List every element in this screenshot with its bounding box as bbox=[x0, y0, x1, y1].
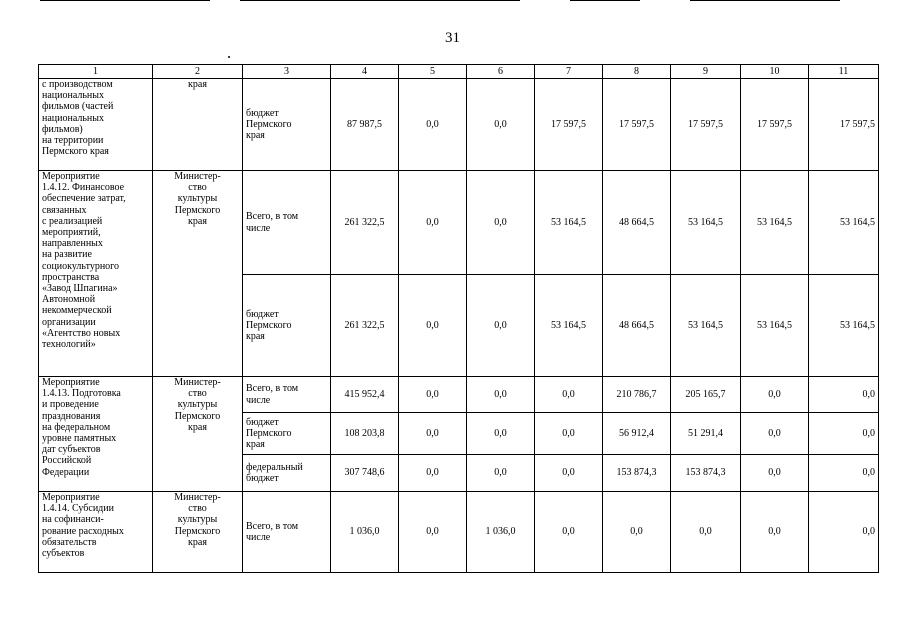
amount-cell: 108 203,8 bbox=[331, 413, 399, 455]
executor-cell: Министер- ство культуры Пермского края bbox=[153, 171, 243, 377]
table-row bbox=[39, 171, 879, 275]
amount-cell: 0,0 bbox=[741, 413, 809, 455]
executor-cell: Министер- ство культуры Пермского края bbox=[153, 492, 243, 573]
amount-cell: 0,0 bbox=[399, 377, 467, 413]
amount-cell: 53 164,5 bbox=[741, 275, 809, 377]
budget-table bbox=[38, 64, 879, 573]
executor-cell: края bbox=[153, 79, 243, 171]
budget-table-container bbox=[38, 64, 878, 573]
column-number: 11 bbox=[809, 65, 879, 79]
amount-cell: 0,0 bbox=[399, 171, 467, 275]
amount-cell: 0,0 bbox=[467, 79, 535, 171]
amount-cell: 0,0 bbox=[467, 413, 535, 455]
column-number: 6 bbox=[467, 65, 535, 79]
amount-cell: 0,0 bbox=[467, 377, 535, 413]
measure-name-cell: с производством национальных фильмов (частей национальных фильмов) на территории Пермского края bbox=[39, 79, 153, 171]
funding-source-cell: Всего, в том числе bbox=[243, 171, 331, 275]
amount-cell: 261 322,5 bbox=[331, 275, 399, 377]
scan-dot bbox=[228, 56, 230, 58]
amount-cell: 17 597,5 bbox=[741, 79, 809, 171]
amount-cell: 153 874,3 bbox=[671, 455, 741, 492]
amount-cell: 53 164,5 bbox=[535, 171, 603, 275]
column-number: 9 bbox=[671, 65, 741, 79]
amount-cell: 0,0 bbox=[535, 455, 603, 492]
amount-cell: 205 165,7 bbox=[671, 377, 741, 413]
amount-cell: 0,0 bbox=[741, 377, 809, 413]
column-number: 4 bbox=[331, 65, 399, 79]
amount-cell: 53 164,5 bbox=[535, 275, 603, 377]
executor-cell: Министер- ство культуры Пермского края bbox=[153, 377, 243, 492]
amount-cell: 0,0 bbox=[809, 377, 879, 413]
table-row bbox=[39, 79, 879, 171]
amount-cell: 17 597,5 bbox=[671, 79, 741, 171]
column-number: 3 bbox=[243, 65, 331, 79]
amount-cell: 307 748,6 bbox=[331, 455, 399, 492]
table-row bbox=[39, 492, 879, 573]
column-number: 2 bbox=[153, 65, 243, 79]
scan-edge-line bbox=[40, 0, 210, 1]
funding-source-cell: бюджет Пермского края bbox=[243, 413, 331, 455]
amount-cell: 1 036,0 bbox=[331, 492, 399, 573]
amount-cell: 87 987,5 bbox=[331, 79, 399, 171]
amount-cell: 415 952,4 bbox=[331, 377, 399, 413]
amount-cell: 17 597,5 bbox=[809, 79, 879, 171]
column-number: 8 bbox=[603, 65, 671, 79]
amount-cell: 0,0 bbox=[399, 275, 467, 377]
amount-cell: 17 597,5 bbox=[603, 79, 671, 171]
scan-edge-line bbox=[570, 0, 640, 1]
amount-cell: 0,0 bbox=[809, 413, 879, 455]
column-number: 1 bbox=[39, 65, 153, 79]
funding-source-cell: Всего, в том числе bbox=[243, 492, 331, 573]
amount-cell: 48 664,5 bbox=[603, 171, 671, 275]
amount-cell: 53 164,5 bbox=[809, 275, 879, 377]
measure-name-cell: Мероприятие 1.4.12. Финансовое обеспечение затрат, связанных с реализацией мероприятий, направленных на развитие социокультурного пространства «Завод Шпагина» Автономной некоммерческой организации «Агентство новых технологий» bbox=[39, 171, 153, 377]
funding-source-cell: бюджет Пермского края bbox=[243, 275, 331, 377]
amount-cell: 0,0 bbox=[399, 455, 467, 492]
scan-edge-line bbox=[240, 0, 520, 1]
amount-cell: 0,0 bbox=[603, 492, 671, 573]
column-number-row bbox=[39, 65, 879, 79]
column-number: 7 bbox=[535, 65, 603, 79]
column-number: 10 bbox=[741, 65, 809, 79]
amount-cell: 261 322,5 bbox=[331, 171, 399, 275]
page-number: 31 bbox=[445, 30, 460, 46]
measure-name-cell: Мероприятие 1.4.13. Подготовка и проведение празднования на федеральном уровне памятных дат субъектов Российской Федерации bbox=[39, 377, 153, 492]
amount-cell: 0,0 bbox=[809, 492, 879, 573]
amount-cell: 0,0 bbox=[741, 492, 809, 573]
amount-cell: 0,0 bbox=[467, 455, 535, 492]
amount-cell: 1 036,0 bbox=[467, 492, 535, 573]
amount-cell: 53 164,5 bbox=[809, 171, 879, 275]
table-row bbox=[39, 377, 879, 413]
funding-source-cell: Всего, в том числе bbox=[243, 377, 331, 413]
amount-cell: 56 912,4 bbox=[603, 413, 671, 455]
amount-cell: 0,0 bbox=[741, 455, 809, 492]
amount-cell: 53 164,5 bbox=[671, 275, 741, 377]
funding-source-cell: бюджет Пермского края bbox=[243, 79, 331, 171]
amount-cell: 0,0 bbox=[399, 79, 467, 171]
table-body bbox=[39, 79, 879, 573]
funding-source-cell: федеральный бюджет bbox=[243, 455, 331, 492]
amount-cell: 17 597,5 bbox=[535, 79, 603, 171]
amount-cell: 53 164,5 bbox=[671, 171, 741, 275]
amount-cell: 0,0 bbox=[809, 455, 879, 492]
amount-cell: 0,0 bbox=[535, 377, 603, 413]
measure-name-cell: Мероприятие 1.4.14. Субсидии на софинанси- рование расходных обязательств субъектов bbox=[39, 492, 153, 573]
amount-cell: 0,0 bbox=[467, 275, 535, 377]
amount-cell: 0,0 bbox=[399, 492, 467, 573]
amount-cell: 153 874,3 bbox=[603, 455, 671, 492]
amount-cell: 53 164,5 bbox=[741, 171, 809, 275]
amount-cell: 0,0 bbox=[399, 413, 467, 455]
amount-cell: 0,0 bbox=[535, 413, 603, 455]
amount-cell: 0,0 bbox=[535, 492, 603, 573]
amount-cell: 48 664,5 bbox=[603, 275, 671, 377]
amount-cell: 0,0 bbox=[467, 171, 535, 275]
amount-cell: 0,0 bbox=[671, 492, 741, 573]
scan-edge-line bbox=[690, 0, 840, 1]
amount-cell: 210 786,7 bbox=[603, 377, 671, 413]
column-number: 5 bbox=[399, 65, 467, 79]
amount-cell: 51 291,4 bbox=[671, 413, 741, 455]
